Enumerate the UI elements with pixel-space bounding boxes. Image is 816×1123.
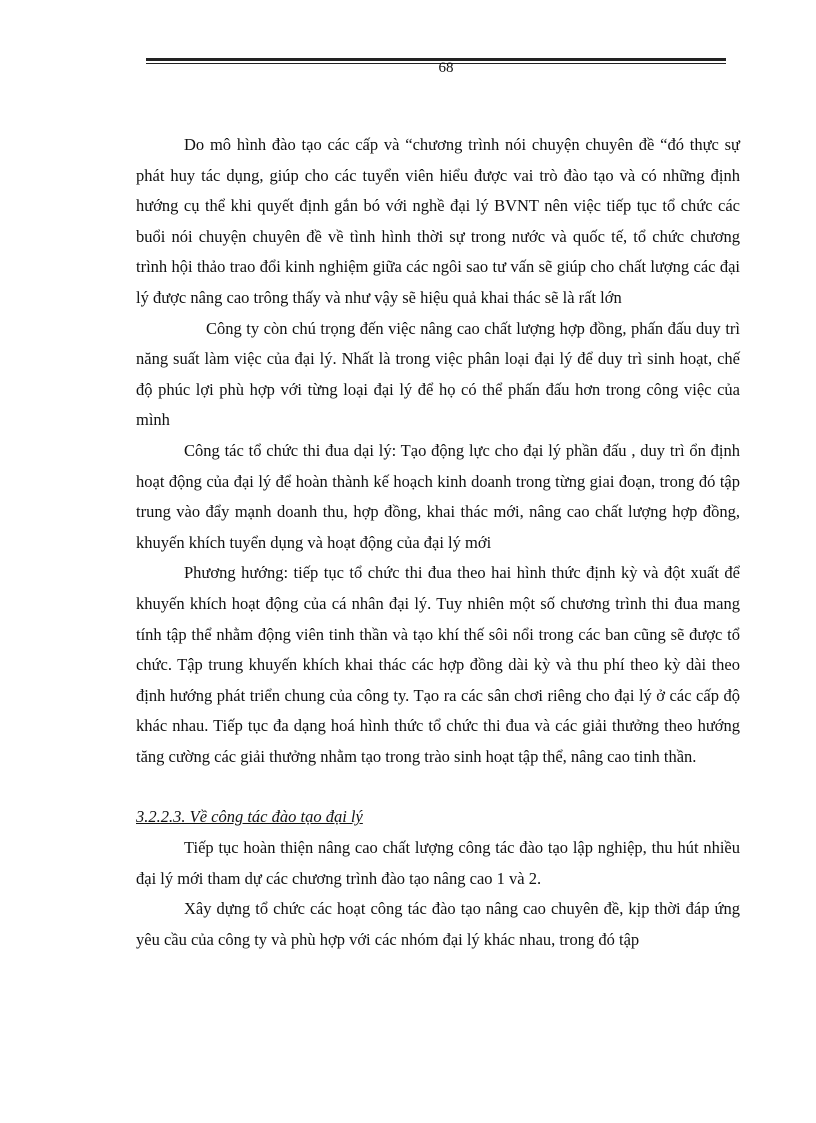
paragraph-training-model: Do mô hình đào tạo các cấp và “chương trình nói chuyện chuyên đề “đó thực sự phát huy tác dụng, giúp cho các tuyển viên hiểu được vai trò đào tạo và có những định hướng cụ thể khi quyết định gắn bó với nghề đại lý BVNT nên việc tiếp tục tổ chức các buổi nói chuyện chuyên đề về tình hình thời sự trong nước và quốc tế, tổ chức chương trình hội thảo trao đổi kinh nghiệm giữa các ngôi sao tư vấn sẽ giúp cho chất lượng các đại lý được nâng cao trông thấy và như vậy sẽ hiệu quả khai thác sẽ là rất lớn — [136, 135, 740, 307]
document-body — [136, 130, 740, 955]
paragraph-training-improve: Tiếp tục hoàn thiện nâng cao chất lượng công tác đào tạo lập nghiệp, thu hút nhiều đại lý mới tham dự các chương trình đào tạo nâng cao 1 và 2. — [136, 838, 740, 888]
page-number: 68 — [438, 60, 454, 76]
section-heading: 3.2.2.3. Về công tác đào tạo đại lý — [136, 807, 363, 827]
paragraph-competition: Công tác tổ chức thi đua dại lý: Tạo động lực cho đại lý phần đấu , duy trì ổn định hoạt động của đại lý để hoàn thành kế hoạch kinh doanh trong từng giai đoạn, trong đó tập trung vào đẩy mạnh doanh thu, hợp đồng, khai thác mới, nâng cao chất lượng hợp đồng, khuyến khích tuyển dụng và hoạt động của đại lý mới — [136, 440, 740, 552]
paragraph-direction: Phương hướng: tiếp tục tổ chức thi đua theo hai hình thức định kỳ và đột xuất để khuyến khích hoạt động của cá nhân đại lý. Tuy nhiên một số chương trình thi đua mang tính tập thể nhằm động viên tinh thần và tạo khí thế sôi nổi trong các ban cũng sẽ được tổ chức. Tập trung khuyến khích khai thác các hợp đồng dài kỳ và thu phí theo kỳ dài theo định hướng phát triển chung của công ty. Tạo ra các sân chơi riêng cho đại lý ở các cấp độ khác nhau. Tiếp tục đa dạng hoá hình thức tổ chức thi đua và các giải thưởng theo hướng tăng cường các giải thưởng nhằm tạo trong trào sinh hoạt tập thể, nâng cao tinh thần. — [136, 563, 740, 766]
paragraph-training-build: Xây dựng tổ chức các hoạt công tác đào tạo nâng cao chuyên đề, kịp thời đáp ứng yêu cầu của công ty và phù hợp với các nhóm đại lý khác nhau, trong đó tập — [136, 899, 740, 949]
paragraph-contract-quality: Công ty còn chú trọng đến việc nâng cao chất lượng hợp đồng, phấn đấu duy trì năng suất làm việc của đại lý. Nhất là trong việc phân loại đại lý để duy trì sinh hoạt, chế độ phúc lợi phù hợp với từng loại đại lý để họ có thể phấn đấu hơn trong công việc của mình — [136, 318, 740, 430]
